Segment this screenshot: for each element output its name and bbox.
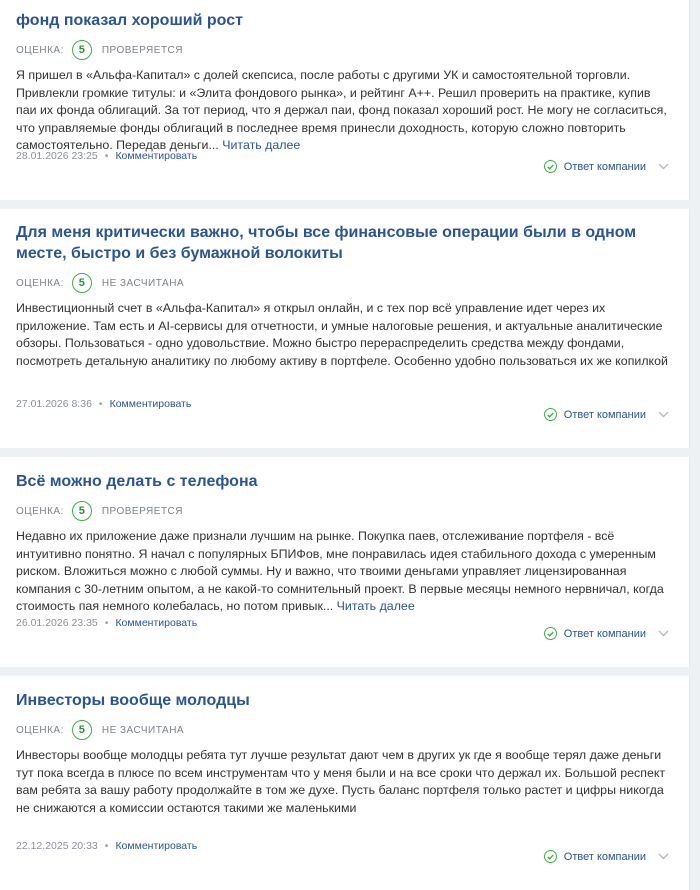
- review-text: [16, 300, 673, 370]
- review-footer: [16, 150, 669, 200]
- company-answer-label: Ответ компании: [563, 408, 646, 421]
- check-circle-icon: [544, 408, 557, 421]
- read-more-link[interactable]: Читать далее: [222, 138, 301, 152]
- rating-label: ОЦЕНКА:: [16, 505, 64, 517]
- check-circle-icon: [544, 160, 557, 173]
- review-date: 22.12.2025 20:33: [16, 840, 98, 852]
- separator-dot: •: [98, 398, 103, 410]
- comment-link[interactable]: Комментировать: [109, 398, 192, 410]
- review-card: [0, 0, 690, 200]
- status-label: ПРОВЕРЯЕТСЯ: [101, 44, 183, 56]
- rating-badge: 5: [72, 720, 92, 740]
- review-card: [0, 676, 690, 890]
- separator-dot: •: [104, 840, 109, 852]
- comment-link[interactable]: Комментировать: [115, 840, 198, 852]
- separator-dot: •: [104, 150, 109, 162]
- chevron-down-icon: [658, 163, 669, 170]
- company-answer-toggle[interactable]: [544, 850, 669, 863]
- comment-link[interactable]: Комментировать: [115, 150, 198, 162]
- review-footer: [16, 398, 669, 448]
- chevron-down-icon: [658, 630, 669, 637]
- review-date: 28.01.2026 23:25: [16, 150, 98, 162]
- review-footer: [16, 840, 669, 890]
- rating-badge: 5: [72, 40, 92, 60]
- separator-dot: •: [104, 617, 109, 629]
- review-title[interactable]: Всё можно делать с телефона: [16, 473, 258, 490]
- rating-label: ОЦЕНКА:: [16, 44, 64, 56]
- review-body: Инвестиционный счет в «Альфа-Капитал» я открыл онлайн, и с тех пор всё управление идет через их приложение. Там есть и AI-сервисы для отчетности, и умные налоговые решения, и актуальные аналитические обзоры. Пользоваться - одно удовольствие. Можно быстро перераспределить средства между фондами, посмотреть детальную аналитику по любому активу в портфеле. Особенно удобно пользоваться их же копилкой: [16, 301, 668, 368]
- review-card: [0, 457, 690, 667]
- review-footer: [16, 617, 669, 667]
- check-circle-icon: [544, 850, 557, 863]
- review-body: Я пришел в «Альфа-Капитал» с долей скепсиса, после работы с другими УК и самостоятельной торговли. Привлекли громкие титулы: и «Элита фондового рынка», и рейтинг А++. Решил проверить на практике, купив паи их фонда облигаций. За тот период, что я держал паи, фонд показал хороший рост. Не могу не согласиться, что управляемые фонды облигаций в последнее время принесли доходность, которую сложно повторить самостоятельно. Передав деньги...: [16, 68, 667, 152]
- review-text: [16, 67, 673, 155]
- rating-label: ОЦЕНКА:: [16, 724, 64, 736]
- review-date: 27.01.2026 8:36: [16, 398, 92, 410]
- chevron-down-icon: [658, 853, 669, 860]
- rating-badge: 5: [72, 501, 92, 521]
- company-answer-label: Ответ компании: [563, 627, 646, 640]
- review-body: Инвесторы вообще молодцы ребята тут лучше результат дают чем в других ук где я вообще терял даже деньги тут пока всегда в плюсе по всем инструментам что у меня были и на все сроки что держал их. Большой респект вам ребята за вашу работу продолжайте в том же духе. Пусть баланс портфеля только растет и цифры никогда не снижаются а комиссии остаются такими же маленькими: [16, 748, 666, 815]
- comment-link[interactable]: Комментировать: [115, 617, 198, 629]
- review-meta: [16, 38, 673, 62]
- review-text: [16, 528, 673, 616]
- review-body: Недавно их приложение даже признали лучшим на рынке. Покупка паев, отслеживание портфеля - всё интуитивно понятно. Я начал с популярных БПИФов, мне понравилась идея стабильного дохода с умеренным риском. Вложиться можно с любой суммы. Ну и важно, что твоими деньгами управляет лицензированная компания с 30-летним опытом, а не какой-то сомнительный проект. В первые месяцы немного нервничал, когда стоимость пая немного колебалась, но потом привык...: [16, 529, 664, 613]
- status-label: НЕ ЗАСЧИТАНА: [101, 277, 185, 289]
- status-label: ПРОВЕРЯЕТСЯ: [101, 505, 183, 517]
- review-date: 26.01.2026 23:35: [16, 617, 98, 629]
- review-title[interactable]: Инвесторы вообще молодцы: [16, 692, 250, 709]
- company-answer-toggle[interactable]: [544, 160, 669, 173]
- review-title[interactable]: фонд показал хороший рост: [16, 12, 243, 29]
- review-meta: [16, 718, 673, 742]
- company-answer-label: Ответ компании: [563, 160, 646, 173]
- status-label: НЕ ЗАСЧИТАНА: [101, 724, 185, 736]
- review-meta: [16, 271, 673, 295]
- read-more-link[interactable]: Читать далее: [336, 599, 415, 613]
- rating-badge: 5: [72, 273, 92, 293]
- chevron-down-icon: [658, 411, 669, 418]
- review-card: [0, 209, 690, 448]
- review-meta: [16, 499, 673, 523]
- review-title[interactable]: Для меня критически важно, чтобы все финансовые операции были в одном месте, быстро и без бумажной волокиты: [16, 224, 637, 262]
- company-answer-toggle[interactable]: [544, 408, 669, 421]
- company-answer-label: Ответ компании: [563, 850, 646, 863]
- review-text: [16, 747, 673, 817]
- company-answer-toggle[interactable]: [544, 627, 669, 640]
- rating-label: ОЦЕНКА:: [16, 277, 64, 289]
- check-circle-icon: [544, 627, 557, 640]
